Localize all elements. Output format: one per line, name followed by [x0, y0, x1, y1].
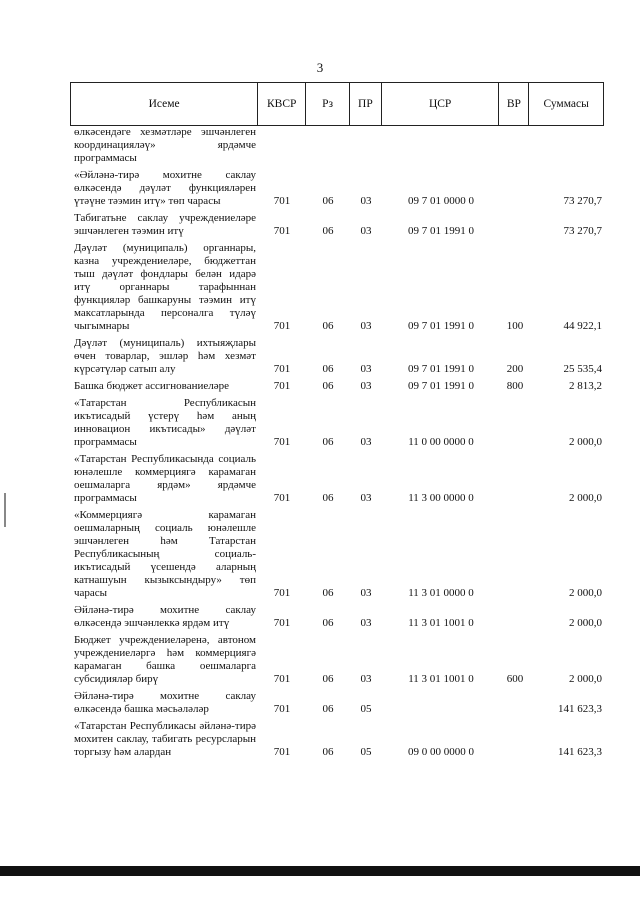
table-row	[70, 337, 604, 376]
row-name: Әйләнә-тирә мохитне саклау өлкәсендә башка мәсьәләләр	[74, 690, 256, 715]
row-kvsr: 701	[273, 492, 291, 504]
header-sum: Суммасы	[543, 97, 589, 110]
table-row	[70, 126, 604, 165]
row-pr: 03	[360, 587, 372, 599]
row-kvsr: 701	[273, 195, 291, 207]
table-header	[70, 82, 604, 126]
row-name: «Татарстан Республикасында социаль юнәлешле коммерциягә карамаган оешмаларга ярдәм» ярдәмче программасы	[74, 453, 256, 504]
table-row	[70, 242, 604, 333]
row-vr: 100	[506, 320, 524, 332]
row-pr: 05	[360, 746, 372, 758]
row-kvsr: 701	[273, 363, 291, 375]
header-pr: ПР	[350, 83, 382, 125]
scan-margin-mark	[4, 493, 6, 527]
row-kvsr: 701	[273, 380, 291, 392]
row-kvsr: 701	[273, 320, 291, 332]
table-row	[70, 690, 604, 716]
row-pr: 03	[360, 225, 372, 237]
table-body	[70, 126, 604, 759]
row-name: «Коммерциягә карамаган оешмаларның социаль юнәлешле эшчәнлеген һәм Татарстан Республикасының социаль-икътисадый үсешендә аларның катнашуын кызыксындыру» төп чарасы	[74, 509, 256, 599]
row-kvsr: 701	[273, 746, 291, 758]
row-csr: 11 0 00 0000 0	[408, 436, 474, 448]
row-name: Дәүләт (муниципаль) органнары, казна учреждениеләре, бюджеттан тыш дәүләт фондлары белән идарә итү органнары тарафыннан функцияләр башкаруны тәэмин итү максатларында персоналга түләү чыгымнары	[74, 242, 256, 332]
table-row	[70, 509, 604, 600]
table-row	[70, 212, 604, 238]
row-sum: 2 813,2	[569, 380, 602, 392]
header-csr: ЦСР	[382, 83, 500, 125]
row-pr: 03	[360, 617, 372, 629]
row-csr: 09 7 01 0000 0	[408, 195, 474, 207]
row-csr: 09 7 01 1991 0	[408, 380, 474, 392]
row-csr: 09 7 01 1991 0	[408, 363, 474, 375]
budget-table	[70, 82, 604, 763]
row-csr: 11 3 01 1001 0	[408, 617, 474, 629]
row-csr: 09 0 00 0000 0	[408, 746, 474, 758]
table-row	[70, 380, 604, 393]
row-pr: 03	[360, 492, 372, 504]
row-csr: 09 7 01 1991 0	[408, 225, 474, 237]
page-number: 3	[316, 60, 324, 75]
row-rz: 06	[322, 617, 334, 629]
row-rz: 06	[322, 746, 334, 758]
row-pr: 03	[360, 673, 372, 685]
header-rz: Рз	[306, 83, 350, 125]
row-sum: 2 000,0	[569, 617, 602, 629]
row-pr: 03	[360, 380, 372, 392]
table-row	[70, 397, 604, 449]
row-sum: 2 000,0	[569, 436, 602, 448]
scan-bottom-edge	[0, 866, 640, 876]
row-name: Табигатьне саклау учреждениеләре эшчәнлеген тәэмин итү	[74, 212, 256, 237]
row-csr: 11 3 00 0000 0	[408, 492, 474, 504]
row-name: Дәүләт (муниципаль) ихтыяҗлары өчен товарлар, эшләр һәм хезмәт күрсәтүләр сатып алу	[74, 337, 256, 375]
table-row	[70, 453, 604, 505]
row-sum: 73 270,7	[563, 225, 602, 237]
table-row	[70, 634, 604, 686]
row-sum: 25 535,4	[563, 363, 602, 375]
row-sum: 73 270,7	[563, 195, 602, 207]
table-row	[70, 169, 604, 208]
row-name: Әйләнә-тирә мохитне саклау өлкәсендә эшчәнлеккә ярдәм итү	[74, 604, 256, 629]
row-sum: 44 922,1	[563, 320, 602, 332]
row-pr: 05	[360, 703, 372, 715]
row-pr: 03	[360, 195, 372, 207]
row-name: «Әйләнә-тирә мохитне саклау өлкәсендә дәүләт функцияләрен үтәүне тәэмин итү» төп чарасы	[74, 169, 256, 207]
row-sum: 141 623,3	[558, 703, 602, 715]
row-rz: 06	[322, 225, 334, 237]
row-kvsr: 701	[273, 703, 291, 715]
header-vr: ВР	[499, 83, 529, 125]
row-name: Бюджет учреждениеләренә, автоном учреждениеләргә һәм коммерциягә карамаган башка оешмаларга субсидияләр бирү	[74, 634, 256, 685]
row-name: өлкәсендәге хезмәтләре эшчәнлеген координацияләү» ярдәмче программасы	[74, 126, 256, 164]
row-csr: 11 3 01 0000 0	[408, 587, 474, 599]
row-rz: 06	[322, 703, 334, 715]
row-kvsr: 701	[273, 436, 291, 448]
row-sum: 2 000,0	[569, 492, 602, 504]
row-name: «Татарстан Республикасын икътисадый үстерү һәм аның инновацион икътисады» дәүләт программасы	[74, 397, 256, 448]
row-rz: 06	[322, 673, 334, 685]
row-kvsr: 701	[273, 617, 291, 629]
row-rz: 06	[322, 380, 334, 392]
table-row	[70, 604, 604, 630]
row-pr: 03	[360, 320, 372, 332]
row-rz: 06	[322, 436, 334, 448]
row-name: «Татарстан Республикасы әйләнә-тирә мохитен саклау, табигать ресурсларын торгызу һәм алардан	[74, 720, 256, 758]
row-pr: 03	[360, 436, 372, 448]
row-sum: 2 000,0	[569, 587, 602, 599]
row-rz: 06	[322, 195, 334, 207]
row-name: Башка бюджет ассигнованиеләре	[74, 380, 229, 392]
row-rz: 06	[322, 587, 334, 599]
table-row	[70, 720, 604, 759]
row-rz: 06	[322, 320, 334, 332]
row-vr: 800	[506, 380, 524, 392]
row-sum: 141 623,3	[558, 746, 602, 758]
header-name: Исеме	[71, 83, 258, 125]
row-csr: 11 3 01 1001 0	[408, 673, 474, 685]
row-sum: 2 000,0	[569, 673, 602, 685]
row-kvsr: 701	[273, 673, 291, 685]
header-kvsr: КВСР	[258, 83, 306, 125]
row-kvsr: 701	[273, 225, 291, 237]
row-rz: 06	[322, 363, 334, 375]
row-csr: 09 7 01 1991 0	[408, 320, 474, 332]
row-kvsr: 701	[273, 587, 291, 599]
row-pr: 03	[360, 363, 372, 375]
row-vr: 600	[506, 673, 524, 685]
row-rz: 06	[322, 492, 334, 504]
row-vr: 200	[506, 363, 524, 375]
